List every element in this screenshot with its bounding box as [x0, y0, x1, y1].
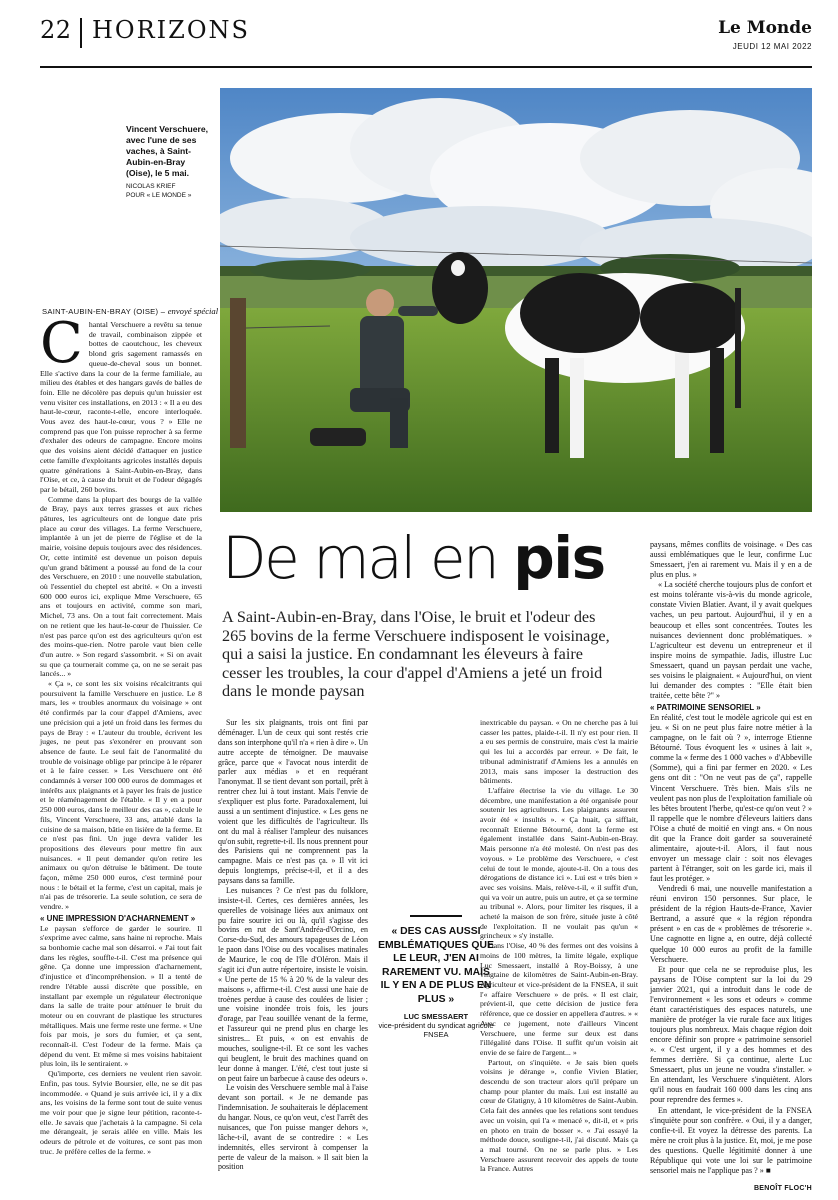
article-paragraph: Partout, on s'inquiète. « Je sais bien quels voisins je dérange », confie Vivien Blatier, descendu de son tracteur alors qu'il prépare un champ pour planter du maïs. Lui est installé au cœur de Glatigny, à 10 kilomètres de Saint-Aubin. Cela fait des années que les relations sont tendues avec un voisin, qui l'a « menacé », dit-il, et « pris en photo en train de bosser ». « J'ai essayé la méthode douce, souligne-t-il, j'ai discuté. Mais ça a mal tourné. On ne se parle plus. » Les Verschuere assurent recevoir des appels de toute la France. Autres: [480, 1057, 638, 1174]
article-paragraph: Qu'importe, ces derniers ne veulent rien savoir. Enfin, pas tous. Sylvie Boursier, elle, ne se dit pas incommodée. « Quand je suis arrivée ici, il y a dix ans, les voisins de la ferme sont tout de suite venus me voir pour que je signe leur pétition, raconte-t-elle. Je savais que j'achetais à la campagne. Si cela me dérangeait, je serais allée en ville. Mais les odeurs de pétrole et de voitures, ce sont pas mon truc. Je préfère celles de la ferme. »: [40, 1069, 202, 1156]
photo-credit: NICOLAS KRIEF POUR « LE MONDE »: [126, 183, 192, 199]
article-column-2: [218, 718, 368, 1172]
pull-quote: [376, 915, 496, 1039]
subheading: « PATRIMOINE SENSORIEL »: [650, 703, 761, 712]
lede-paragraph: A Saint-Aubin-en-Bray, dans l'Oise, le bruit et l'odeur des 265 bovins de la ferme Verschuere indisposent le voisinage, qui a saisi la justice. En condamnant les éleveurs à faire cesser les troubles, la cour d'appel d'Amiens a jeté un froid dans le monde paysan: [222, 608, 610, 701]
caption-text: Vincent Verschuere, avec l'une de ses vaches, à Saint-Aubin-en-Bray (Oise), le 5 mai.: [126, 124, 209, 178]
byline: BENOÎT FLOC'H: [753, 1185, 812, 1192]
article-paragraph: En attendant, le vice-président de la FNSEA s'inquiète pour son confrère. « Oui, il y a danger, confie-t-il. Et voyez la détresse des parents. La mère ne croit plus à la justice. Et, moi, je me pose des questions. Quelle légitimité donner à une République qui vote une loi sur le patrimoine sensoriel mais ne l'applique pas ? » ■: [650, 1105, 812, 1175]
section-title: HORIZONS: [92, 16, 250, 44]
newspaper-logo: Le Monde: [718, 18, 812, 38]
dateline: SAINT-AUBIN-EN-BRAY (OISE) – envoyé spécial: [42, 306, 219, 316]
photo-caption: [126, 124, 214, 200]
article-column-4: [650, 540, 812, 1176]
article-paragraph: Le voisin des Verschuere semble mal à l'aise devant son portail. « Je ne demande pas l'indemnisation. Je souhaiterais le déplacement du hangar. Nous, ce qu'on veut, c'est l'arrêt des nuisances, que l'on puisse manger dehors », lâche-t-il, avant de se contredire : « Les indemnités, elles serviront à compenser la perte de valeur de la maison. » Il sait bien la position: [218, 1083, 368, 1172]
farmer-with-cow-image: [220, 88, 812, 512]
subheading: « UNE IMPRESSION D'ACHARNEMENT »: [40, 913, 196, 923]
article-paragraph: Comme dans la plupart des bourgs de la vallée de Bray, pays aux terres grasses et aux riches pâtures, les agriculteurs ont de longue date pris place au cœur des villages. La ferme Verschuere, implantée à un jet de pierre de l'église et de la mairie, voisine depuis toujours avec des résidences. Or, cette intimité est devenue un poison depuis qu'un grand bâtiment a poussé au fond de la cour des Verschuere, en 2010 : une nouvelle stabulation, où l'essentiel du cheptel est abrité. « On a investi 600 000 euros ici, explique Mme Verschuere, 65 ans et toujours en activité, comme son mari, Michel, 73 ans. On a tout fait correctement. Mais on ne retient que les haut-le-cœur de l'huissier. Ce n'est pas parce qu'on est des agriculteurs qu'on est des moins-que-rien. Notre parole vaut bien celle d'un autre. » Son regard s'assombrit. « Si on avait su que ça tournerait comme ça, on ne se serait pas lancés... »: [40, 494, 202, 679]
page-number: 22: [40, 16, 72, 44]
section-divider: [80, 18, 82, 48]
issue-date: JEUDI 12 MAI 2022: [732, 42, 812, 51]
quote-rule: [410, 915, 462, 917]
drop-cap: C: [40, 311, 83, 376]
article-paragraph: Et pour que cela ne se reproduise plus, les paysans de l'Oise comptent sur la loi du 29 janvier 2021, qui a introduit dans le code de l'environnement « les sons et odeurs » comme étant caractéristiques des espaces naturels, une manière de protéger la vie rurale face aux litiges toujours plus nombreux. Mais chaque région doit encore définir son propre « patrimoine sensoriel ». « C'est urgent, il y a des hommes et des femmes derrière. Si ça continue, alerte Luc Smessaert, plus un jeune ne voudra s'installer. » En attendant, les Verschuere s'inquiètent. Alors qu'il nous en faudrait 160 000 dans les cinq ans pour reprendre des fermes ».: [650, 964, 812, 1105]
article-paragraph: Vendredi 6 mai, une nouvelle manifestation a réuni environ 150 personnes. Sur place, le président de la région Hauts-de-France, Xavier Bertrand, a assuré que « la région répondra présent » en cas de « problèmes de trésorerie ». Une cagnotte en ligne a, en outre, déjà collecté quelque 10 000 euros au profit de la famille Verschuere.: [650, 884, 812, 964]
article-paragraph: inextricable du paysan. « On ne cherche pas à lui casser les pattes, plaide-t-il. Il n'y est pour rien. Il a eu ses permis de construire, mais c'est la mairie qui les lui a accordés par erreur. » De fait, le tribunal administratif d'Amiens les a annulés en 2013, mais sans imposer la destruction des bâtiments.: [480, 718, 638, 786]
article-column-1: [40, 311, 202, 1156]
masthead: [40, 12, 812, 68]
article-paragraph: L'affaire électrise la vie du village. Le 30 décembre, une manifestation a été organisée pour soutenir les agriculteurs. Les plaignants assurent avoir été « insultés ». « Ça huait, ça sifflait, reconnaît Etienne Bétourné, dont la ferme est également installée dans Saint-Aubin-en-Bray. Mais personne n'a été molesté. On n'est pas des voyous. » Le problème des Verschuere, « c'est celui de tout le monde, ajoute-t-il. On a tous des dérogations de distance ici ». Lui est « très bien » avec ses voisins. Mais, relève-t-il, « il suffit d'un, qui va voir un autre, puis un autre, et ça se termine au tribunal ». Alors, pour limiter les risques, il a acheté la maison de son frère, située juste à côté de l'exploitation. Il ne voulait pas qu'un « grincheux » s'y installe.: [480, 785, 638, 941]
article-paragraph: Sur les six plaignants, trois ont fini par déménager. L'un de ceux qui sont restés crie dans son interphone qu'il n'a « rien à dire ». Un autre accepte de témoigner. De mauvaise grâce, parce que « l'avocat nous interdit de parler aux médias » et en requérant l'anonymat. Il se tient devant son portail, prêt à rentrer chez lui à tout instant. Mais l'envie de s'expliquer est plus forte. Paradoxalement, lui aussi a un sentiment d'injustice. « Les gens ne voient que les difficultés de l'agriculteur. Ils ont du mal à réaliser l'ampleur des nuisances qu'on subit, regrette-t-il. Ils nous prennent pour des Parisiens qui ne comprennent pas la campagne. Mais ce n'est pas ça. » Il vit ici depuis longtemps, précise-t-il, et il a des paysans dans sa famille.: [218, 718, 369, 885]
headline: De mal en pis: [222, 524, 605, 592]
article-paragraph: Les nuisances ? Ce n'est pas du folklore, insiste-t-il. Certes, ces dernières années, les querelles de voisinage liées aux animaux ont pu faire sourire ici ou là, qu'il s'agisse des bovins en rut de Sant'Andréa-d'Orcino, en Corse-du-Sud, des amours tapageuses de Léon le paon dans l'Oise ou des vocalises matinales de Maurice, le coq de l'île d'Oléron. Mais il s'agit ici d'un autre répertoire, insiste le voisin. « Une perte de 15 % à 20 % de la valeur des maisons », affirme-t-il. C'est aussi une haie de troènes perdue à cause des coulées de lisier ; une voisine inondée trois fois, les jours d'orage, par l'eau souillée venant de la ferme, et l'assureur qui ne prend plus en charge les sinistres... Et puis, « on est envahis de mouches, souligne-t-il. Et ce sont les vaches qui beuglent, le bruit des machines quand on leur donne à manger. L'été, c'est tout juste si on peut faire un barbecue à cause des odeurs ».: [218, 885, 368, 1083]
article-paragraph: « La société cherche toujours plus de confort et est moins tolérante vis-à-vis du monde agricole, constate Vivien Blatier. Avant, il y avait quelques vaches, un peu partout. Aujourd'hui, il y en a beaucoup et elles sont concentrées. Toutes les nuisances deviennent donc problématiques. » L'agriculteur est devenu un entrepreneur et il inspire moins de sympathie. Jadis, illustre Luc Smessaert, quand un paysan perdait une vache, ses voisins le plaignaient. « Aujourd'hui, on vient lui demander des comptes : "Elle était bien traitée, cette bête ?" »: [650, 580, 812, 700]
quote-author-role: vice-président du syndicat agricole FNSEA: [378, 1021, 494, 1039]
quote-text: « DES CAS AUSSI EMBLÉMATIQUES QUE LE LEUR, J'EN AI RAREMENT VU. MAIS IL Y EN A DE PLUS EN PLUS »: [378, 926, 494, 1005]
article-paragraph: Le paysan s'efforce de garder le sourire. Il s'exprime avec calme, sans haine ni reproche. Mais sa bonhomie cache mal son désarroi. « J'ai tout fait dans les règles, souffle-t-il. C'est ma présence qui gêne. Ça donne une impression d'acharnement, d'injustice et d'incompréhension. » Il a tenté de rendre l'étable aussi discrète que possible, en installant par exemple un régulateur électronique dans la salle de traite pour atténuer le bruit du moteur ou en couvrant de plastique les structures métalliques. Mais une ferme reste une ferme. « Une fois par mois, je sors du fumier, et ça sent, reconnaît-il. C'est l'odeur de la ferme. Mais ça dépend du vent. Et même si mes voisins habitaient plus loin, ils le sentiraient. »: [40, 923, 202, 1069]
article-paragraph: En réalité, c'est tout le modèle agricole qui est en jeu. « Si on ne peut plus faire notre métier à la campagne, on le fait où ? », interroge Etienne Bétourné. Tous évoquent les « usines à lait », comme la « ferme des 1 000 vaches » d'Abbeville (Somme), qui a fini par fermer en 2020. « Les gens ont dit : "On ne veut pas de ça", rappelle Vincent Verschuere. Très bien. Mais s'ils ne veulent pas non plus de l'exploitation familiale où les bêtes broutent l'herbe, qu'est-ce qu'on veut ? » Il rappelle que le nombre d'éleveurs laitiers dans l'Oise a chuté de moitié en vingt ans. « On nous dit que la France doit garder sa souveraineté alimentaire, ajoute-t-il. Alors, il faut nous envoyer un message clair : soit nos élevages partent à l'étranger, soit on les garde ici, mais il faut les protéger. »: [650, 713, 812, 884]
article-column-3: [480, 718, 638, 1174]
article-paragraph: Chantal Verschuere a revêtu sa tenue de travail, combinaison zippée et bottes de caoutchouc, les cheveux blond gris sagement ramassés en queue-de-cheval sous un bonnet. Elle s'active dans la cour de la ferme familiale, au milieu des étables et des hangars gavés de balles de foin. Elle ne décolère pas depuis qu'un huissier est venu visiter ces installations, en 2013 : « Il a eu des haut-le-cœur, raconte-t-elle, encore interloquée. Vous avez des haut-le-cœur, vous ? » Elle ne comprend pas que l'on puisse reprocher à sa ferme d'exhaler des odeurs de campagne. Encore moins que des voisins aient décidé d'attaquer en justice cette famille d'exploitants agricoles installés depuis quatre générations à Saint-Aubin-en-Bray, dans l'Oise, et ce, à cause du bruit et de l'odeur dégagés par le bétail, 260 bovins.: [40, 311, 202, 494]
quote-author: LUC SMESSAERT: [403, 1012, 469, 1021]
lead-photo: [220, 88, 812, 512]
article-paragraph: Dans l'Oise, 40 % des fermes ont des voisins à moins de 100 mètres, la limite légale, explique Luc Smessaert, installé à Roy-Boissy, à une vingtaine de kilomètres de Saint-Aubin-en-Bray. Agriculteur et vice-président de la FNSEA, il suit l'« affaire Verschuere » de près. « Il est clair, prévient-il, que cette décision de justice fera référence, que ce dossier en appellera d'autres. » « Avec ce jugement, note d'ailleurs Vincent Verschuere, une ferme sur deux est dans l'illégalité dans l'Oise. Il suffit qu'un voisin ait envie de se faire de l'argent... »: [480, 941, 638, 1057]
article-paragraph: paysans, mêmes conflits de voisinage. « Des cas aussi emblématiques que le leur, confirme Luc Smessaert, j'en ai rarement vu. Mais il y en a de plus en plus. »: [650, 540, 812, 580]
article-paragraph: « Ça », ce sont les six voisins récalcitrants qui poursuivent la famille Verschuere en justice. Le 8 mars, les « troubles anormaux du voisinage » ont été confirmés par la cour d'appel d'Amiens, avec une précision qui a jeté un froid dans les fermes du pays de Bray : « L'auteur du trouble, écrivent les juges, ne peut pas s'exonérer en prouvant son absence de faute. Le seul fait de l'anormalité du trouble de voisinage oblige par principe à le réparer et à le faire cesser. » Les Verschuere ont été condamnés à verser 100 000 euros de dommages et intérêts aux plaignants et à payer les frais de justice et le réaménagement de l'étable. « Il y en a pour 250 000 euros, dans le meilleur des cas », calcule le fils, Vincent Verschuere, 33 ans, attablé dans la cuisine de sa maison, bâtie en lisière de la ferme. Et ce n'est pas fini. Un juge devra valider les propositions des éleveurs pour mettre fin aux nuisances. « Il peut demander qu'on retire les animaux ou qu'on détruise le bâtiment. De toute façon, même 250 000 euros, c'est terminé pour nous : le bétail et la ferme, c'est un capital, mais je n'ai pas de trésorerie. La seule solution, ce sera de vendre. »: [40, 679, 202, 912]
